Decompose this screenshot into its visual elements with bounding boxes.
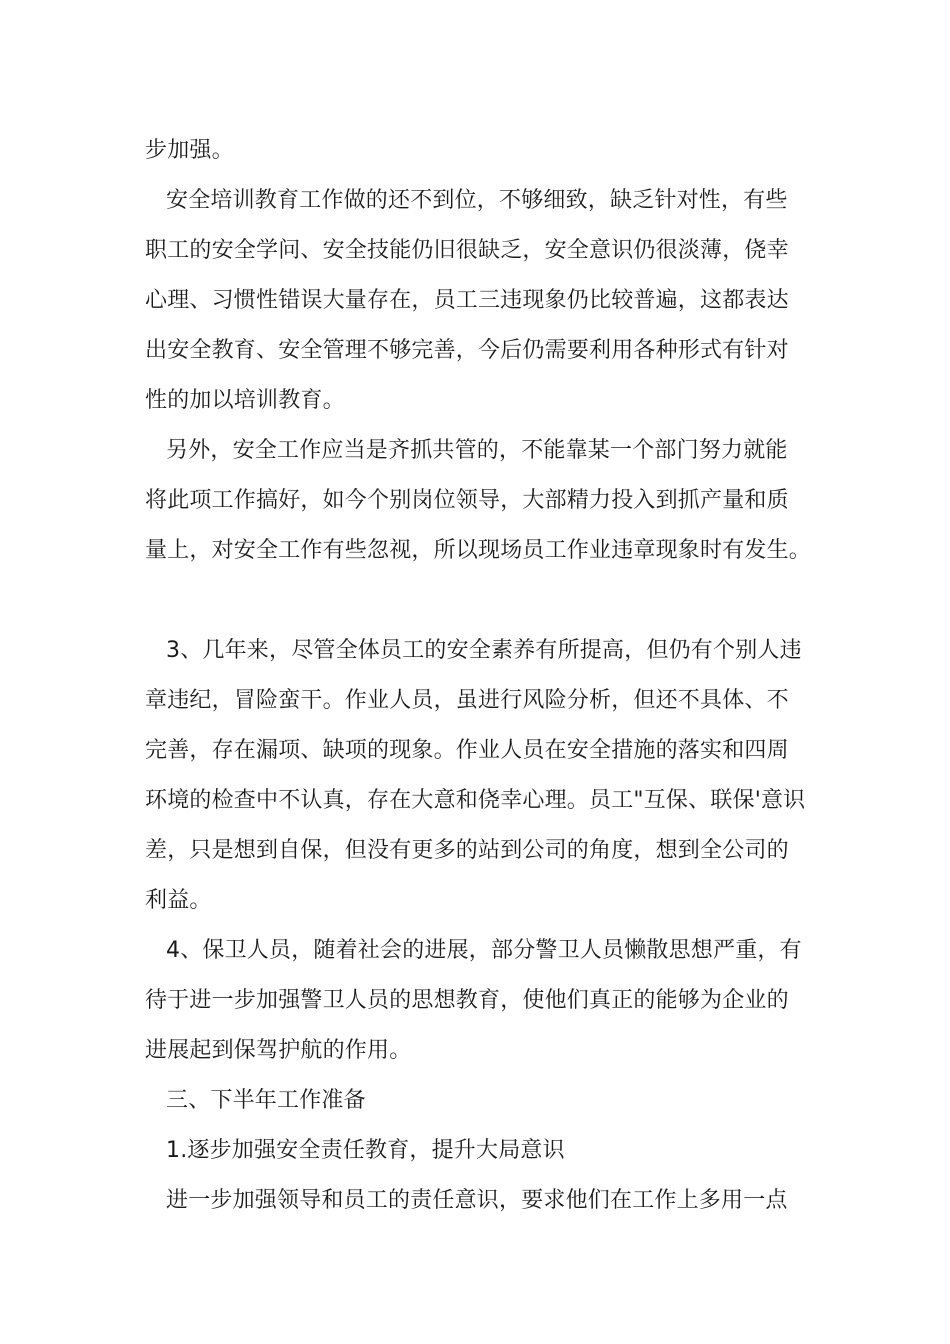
text-line: 完善，存在漏项、缺项的现象。作业人员在安全措施的落实和四周 bbox=[145, 738, 789, 763]
text-line: 将此项工作搞好，如今个别岗位领导，大部精力投入到抓产量和质 bbox=[145, 488, 789, 513]
text-line: 3、几年来，尽管全体员工的安全素养有所提高，但仍有个别人违 bbox=[166, 638, 802, 663]
section-heading: 三、下半年工作准备 bbox=[166, 1088, 366, 1113]
text-line: 心理、习惯性错误大量存在，员工三违现象仍比较普遍，这都表达 bbox=[145, 288, 789, 313]
text-line: 利益。 bbox=[145, 888, 212, 913]
subsection-heading: 1.逐步加强安全责任教育，提升大局意识 bbox=[166, 1138, 565, 1163]
text-line: 环境的检查中不认真，存在大意和侥幸心理。员工"互保、联保'意识 bbox=[145, 788, 806, 813]
text-line: 职工的安全学问、安全技能仍旧很缺乏，安全意识仍很淡薄，侥幸 bbox=[145, 238, 789, 263]
text-line: 待于进一步加强警卫人员的思想教育，使他们真正的能够为企业的 bbox=[145, 988, 789, 1013]
text-line: 4、保卫人员，随着社会的进展，部分警卫人员懒散思想严重，有 bbox=[166, 938, 802, 963]
text-line: 进一步加强领导和员工的责任意识，要求他们在工作上多用一点 bbox=[166, 1188, 788, 1213]
text-line: 章违纪，冒险蛮干。作业人员，虽进行风险分析，但还不具体、不 bbox=[145, 688, 789, 713]
text-line: 另外，安全工作应当是齐抓共管的，不能靠某一个部门努力就能 bbox=[166, 438, 788, 463]
text-line: 量上，对安全工作有些忽视，所以现场员工作业违章现象时有发生。 bbox=[145, 538, 812, 563]
text-line: 差，只是想到自保，但没有更多的站到公司的角度，想到全公司的 bbox=[145, 838, 789, 863]
text-line: 进展起到保驾护航的作用。 bbox=[145, 1038, 412, 1063]
text-line: 安全培训教育工作做的还不到位，不够细致，缺乏针对性，有些 bbox=[166, 188, 788, 213]
text-line: 步加强。 bbox=[145, 138, 234, 163]
text-line: 性的加以培训教育。 bbox=[145, 388, 345, 413]
text-line: 出安全教育、安全管理不够完善，今后仍需要利用各种形式有针对 bbox=[145, 338, 789, 363]
